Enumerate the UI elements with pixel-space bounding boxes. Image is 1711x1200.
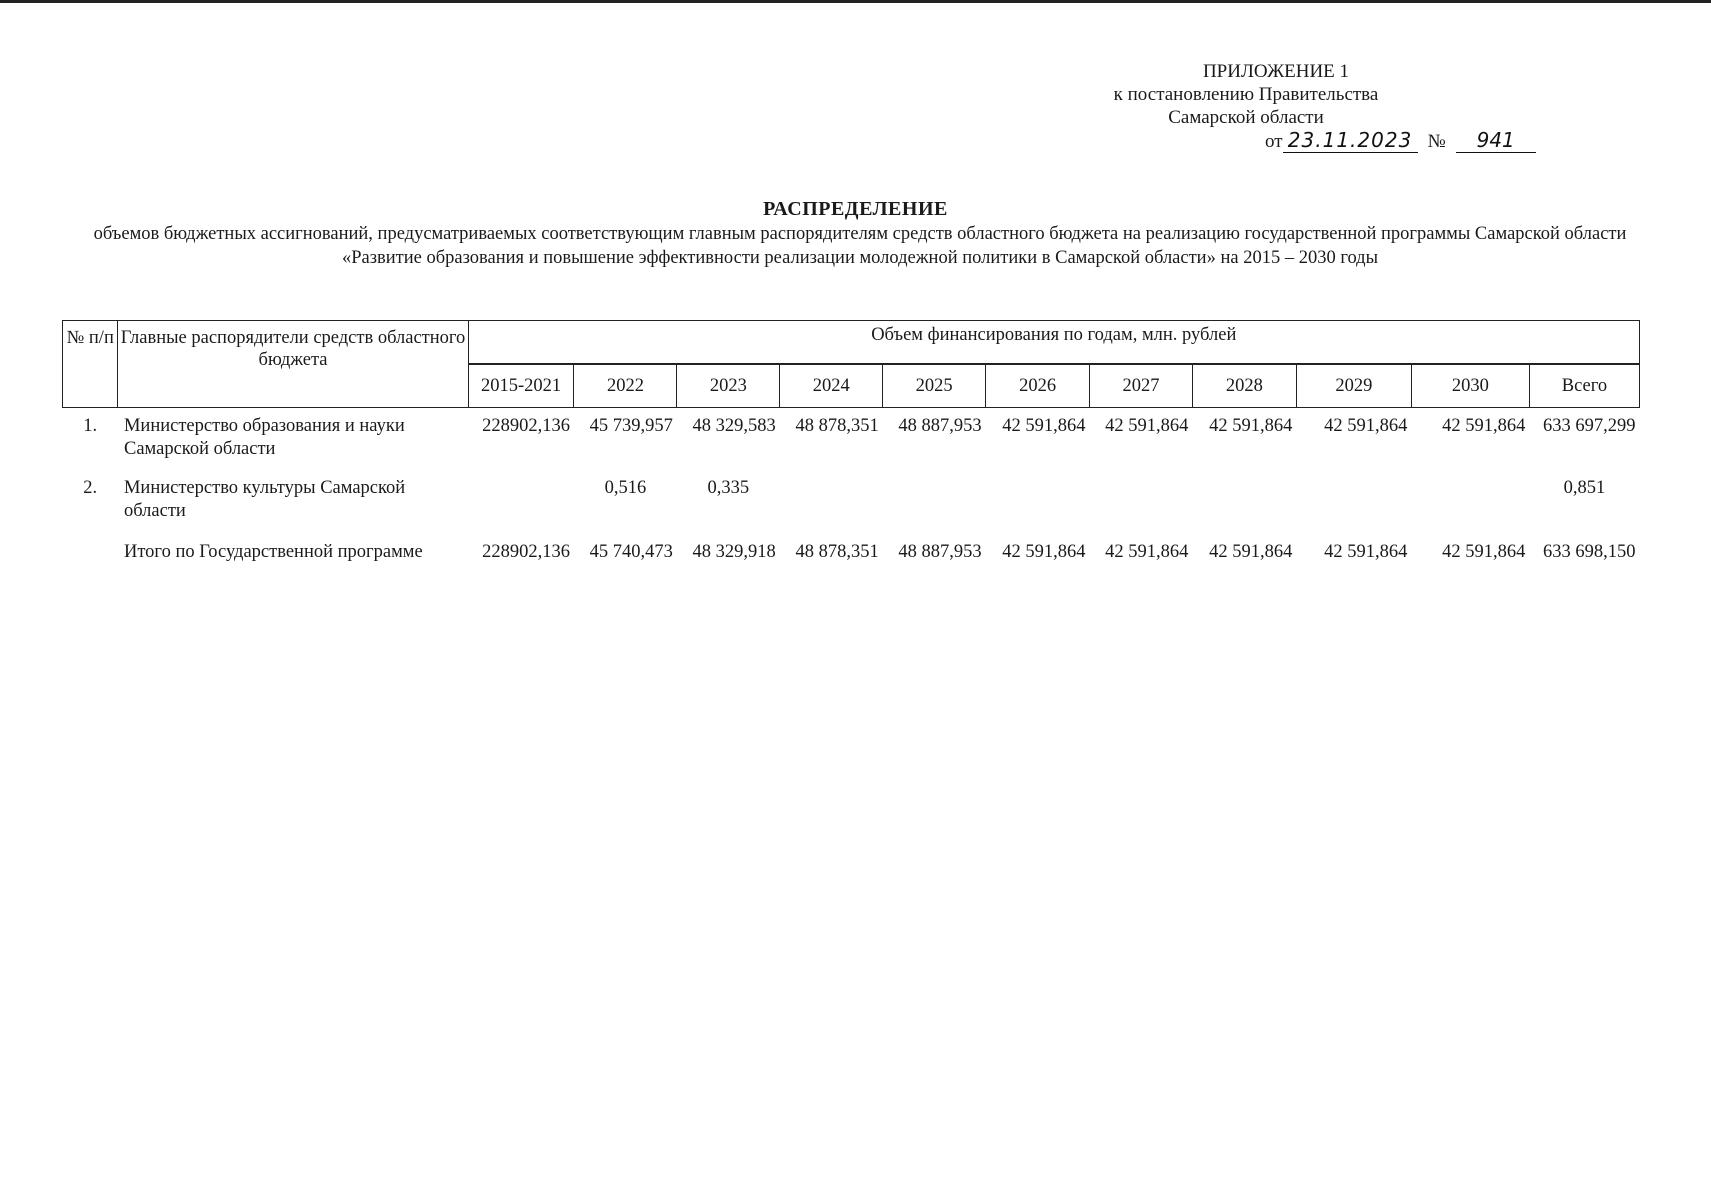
value-cell: 42 591,864 bbox=[1105, 542, 1189, 562]
value-cell: 0,335 bbox=[707, 478, 750, 498]
value-cell: 48 878,351 bbox=[795, 416, 879, 436]
appendix-title: ПРИЛОЖЕНИЕ 1 bbox=[1202, 61, 1350, 82]
header-total: Всего bbox=[1529, 364, 1639, 408]
appendix-block bbox=[1081, 60, 1411, 129]
scan-top-edge bbox=[0, 0, 1711, 3]
total-cell: 633 698,150 bbox=[1543, 542, 1636, 562]
funding-table bbox=[62, 320, 1640, 571]
value-cell: 48 887,953 bbox=[898, 542, 982, 562]
handwritten-date: 23.11.2023 bbox=[1283, 128, 1418, 153]
value-cell: 42 591,864 bbox=[1442, 416, 1526, 436]
value-cell: 45 739,957 bbox=[589, 416, 673, 436]
document-title: РАСПРЕДЕЛЕНИЕ bbox=[763, 198, 948, 220]
header-funding-group: Объем финансирования по годам, млн. рублей bbox=[468, 321, 1639, 365]
header-year: 2028 bbox=[1192, 364, 1296, 408]
value-cell: 48 329,918 bbox=[692, 542, 776, 562]
value-cell: 42 591,864 bbox=[1105, 416, 1189, 436]
value-cell: 42 591,864 bbox=[1324, 542, 1408, 562]
value-cell bbox=[1296, 477, 1411, 539]
header-year: 2015-2021 bbox=[468, 364, 574, 408]
value-cell: 42 591,864 bbox=[1324, 416, 1408, 436]
header-year: 2026 bbox=[986, 364, 1090, 408]
value-cell: 42 591,864 bbox=[1442, 542, 1526, 562]
value-cell: 42 591,864 bbox=[1002, 542, 1086, 562]
value-cell bbox=[468, 477, 574, 539]
total-cell: 633 697,299 bbox=[1543, 416, 1636, 436]
value-cell bbox=[986, 477, 1090, 539]
value-cell: 0,516 bbox=[604, 478, 647, 498]
table-row bbox=[63, 408, 1640, 478]
value-cell: 42 591,864 bbox=[1209, 416, 1293, 436]
row-department: Министерство образования и науки Самарской области bbox=[123, 416, 405, 459]
table-row bbox=[63, 477, 1640, 539]
from-label: от bbox=[1265, 131, 1283, 152]
header-year: 2023 bbox=[677, 364, 780, 408]
row-number bbox=[63, 539, 118, 571]
table-total-row bbox=[63, 539, 1640, 571]
row-department: Министерство культуры Самарской области bbox=[123, 478, 406, 521]
value-cell: 228902,136 bbox=[482, 542, 570, 562]
value-cell: 45 740,473 bbox=[589, 542, 673, 562]
total-cell: 0,851 bbox=[1563, 478, 1606, 498]
header-number: № п/п bbox=[63, 321, 118, 408]
row-number: 1. bbox=[83, 416, 98, 436]
header-year: 2029 bbox=[1296, 364, 1411, 408]
appendix-date-line bbox=[1265, 128, 1536, 153]
value-cell bbox=[883, 477, 986, 539]
total-label: Итого по Государственной программе bbox=[123, 542, 423, 562]
handwritten-number: 941 bbox=[1456, 128, 1536, 153]
value-cell bbox=[780, 477, 883, 539]
value-cell: 48 887,953 bbox=[898, 416, 982, 436]
value-cell bbox=[1090, 477, 1193, 539]
value-cell: 228902,136 bbox=[482, 416, 570, 436]
header-year: 2024 bbox=[780, 364, 883, 408]
value-cell: 42 591,864 bbox=[1002, 416, 1086, 436]
appendix-line-2: Самарской области bbox=[1168, 107, 1324, 128]
value-cell: 48 329,583 bbox=[692, 416, 776, 436]
value-cell: 48 878,351 bbox=[795, 542, 879, 562]
header-department: Главные распорядители средств областного бюджета bbox=[118, 321, 468, 408]
appendix-line-1: к постановлению Правительства bbox=[1113, 84, 1379, 105]
value-cell: 42 591,864 bbox=[1209, 542, 1293, 562]
row-number: 2. bbox=[83, 478, 98, 498]
number-label: № bbox=[1427, 131, 1446, 152]
header-year: 2027 bbox=[1090, 364, 1193, 408]
value-cell bbox=[1192, 477, 1296, 539]
value-cell bbox=[1411, 477, 1529, 539]
header-year: 2022 bbox=[574, 364, 677, 408]
header-year: 2025 bbox=[883, 364, 986, 408]
header-year: 2030 bbox=[1411, 364, 1529, 408]
document-subtitle: объемов бюджетных ассигнований, предусматриваемых соответствующим главным распорядителям средств областного бюджета на реализацию государственной программы Самарской области «Развитие образования и повышение эффективности реализации молодежной политики в Самарской области» на 2015 – 2030 годы bbox=[93, 224, 1627, 268]
